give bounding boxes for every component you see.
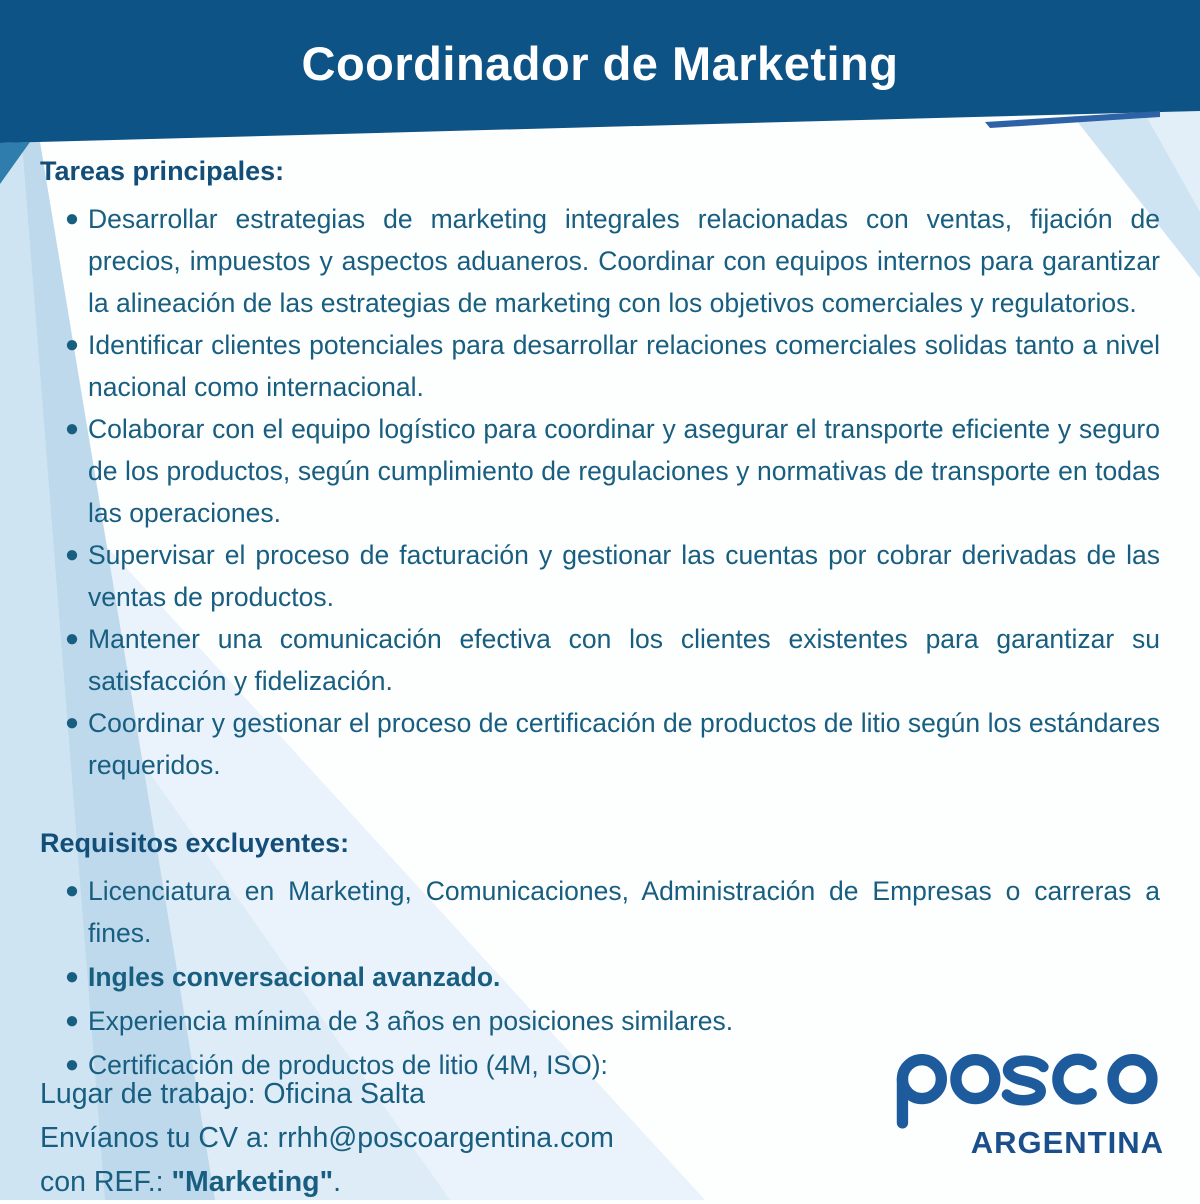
bullet-item [40,198,1160,324]
bullet-text: Desarrollar estrategias de marketing integrales relacionadas con ventas, fijación de precios, impuestos y aspectos aduaneros. Coordinar con equipos internos para garantizar la alineación de las estrategias de marketing con los objetivos comerciales y regulatorios. [88,204,1160,318]
bullet-item [40,870,1160,954]
bullet-dot-icon: ●︎ [64,709,80,736]
tareas-heading: Tareas principales: [40,156,285,186]
ref-suffix: . [333,1166,342,1198]
bullet-text: Supervisar el proceso de facturación y gestionar las cuentas por cobrar derivadas de las ventas de productos. [88,540,1160,612]
bullet-dot-icon: ●︎ [64,877,80,904]
bullet-item [40,1000,1160,1042]
bullet-dot-icon: ●︎ [64,1007,80,1034]
work-location: Lugar de trabajo: Oficina Salta [40,1078,425,1110]
cv-line [40,1116,614,1160]
bullet-dot-icon: ●︎ [64,963,80,990]
bullet-text: Colaborar con el equipo logístico para coordinar y asegurar el transporte eficiente y seguro de los productos, según cumplimiento de regulaciones y normativas de transporte en todas las operaciones. [88,414,1160,528]
bullet-text: Mantener una comunicación efectiva con los clientes existentes para garantizar su satisfacción y fidelización. [88,624,1160,696]
bullet-item [40,324,1160,408]
requisitos-heading: Requisitos excluyentes: [40,828,350,858]
bullet-item [40,618,1160,702]
bullet-dot-icon: ●︎ [64,331,80,358]
bullet-item [40,408,1160,534]
contact-block [40,1072,614,1204]
ref-keyword: "Marketing" [171,1166,334,1198]
bullet-dot-icon: ●︎ [64,541,80,568]
bullet-text: Certificación de productos de litio (4M, ISO): [88,1050,608,1080]
email-text: rrhh@poscoargentina.com [277,1122,614,1154]
bullet-text: Coordinar y gestionar el proceso de certificación de productos de litio según los estándares requeridos. [88,708,1160,780]
bullet-text: Identificar clientes potenciales para desarrollar relaciones comerciales solidas tanto a nivel nacional como internacional. [88,330,1160,402]
bullet-item [40,702,1160,786]
bullet-dot-icon: ●︎ [64,415,80,442]
ref-prefix: con REF.: [40,1166,172,1198]
bullet-text: Licenciatura en Marketing, Comunicaciones, Administración de Empresas o carreras a fines. [88,876,1160,948]
bullet-dot-icon: ●︎ [64,1051,80,1078]
requisitos-section [40,822,1160,1086]
ref-line [40,1160,614,1204]
bullet-text: Experiencia mínima de 3 años en posiciones similares. [88,1006,734,1036]
content [40,150,1160,1088]
bullet-item [40,956,1160,998]
cv-prefix: Envíanos tu CV a: [40,1122,278,1154]
page-title: Coordinador de Marketing [301,37,899,90]
company-logo [864,1050,1164,1161]
bullet-dot-icon: ●︎ [64,625,80,652]
posco-wordmark [892,1050,1164,1131]
bullet-item [40,534,1160,618]
bullet-dot-icon: ●︎ [64,205,80,232]
logo-subtext: ARGENTINA [970,1125,1164,1160]
bullet-text: Ingles conversacional avanzado. [88,962,501,992]
